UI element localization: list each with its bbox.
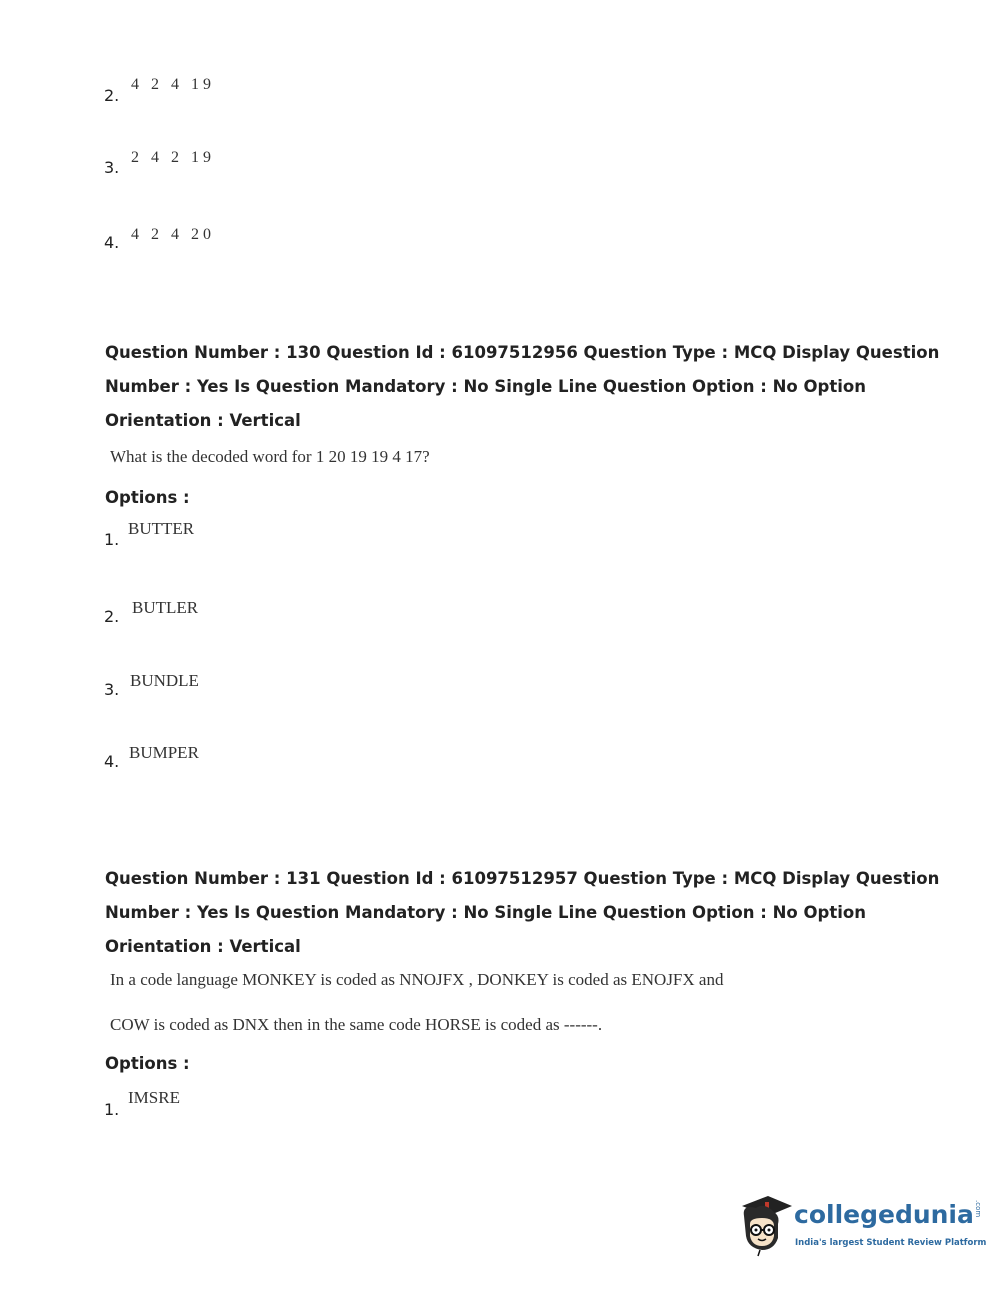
option-text: 4 2 4 19	[131, 76, 215, 93]
option-number: 4.	[104, 752, 120, 771]
collegedunia-logo	[734, 1188, 987, 1258]
option-text: 2 4 2 19	[131, 149, 215, 166]
question-131-meta	[105, 862, 940, 964]
question-meta-line: Number : Yes Is Question Mandatory : No Single Line Question Option : No Option	[105, 903, 866, 922]
option-text: BUMPER	[129, 743, 199, 762]
question-meta-line: Question Number : 131 Question Id : 61097512957 Question Type : MCQ Display Question	[105, 869, 940, 888]
option-number: 2.	[104, 86, 120, 105]
logo-tagline: India's largest Student Review Platform	[795, 1238, 987, 1248]
option-text: 4 2 4 20	[131, 226, 215, 243]
logo-com: .com	[973, 1200, 982, 1218]
question-meta-line: Number : Yes Is Question Mandatory : No Single Line Question Option : No Option	[105, 377, 866, 396]
question-meta-line: Question Number : 130 Question Id : 61097512956 Question Type : MCQ Display Question	[105, 343, 940, 362]
question-130-meta	[105, 336, 940, 438]
logo-wordmark: collegedunia.com	[794, 1200, 982, 1229]
options-label: Options :	[105, 1054, 190, 1073]
option-number: 4.	[104, 233, 120, 252]
question-130-text: What is the decoded word for 1 20 19 19 4 17?	[110, 447, 430, 466]
option-text: IMSRE	[128, 1088, 180, 1107]
option-number: 1.	[104, 1100, 120, 1119]
question-131-text-line1: In a code language MONKEY is coded as NNOJFX , DONKEY is coded as ENOJFX and	[110, 970, 724, 989]
options-label: Options :	[105, 488, 190, 507]
option-number: 3.	[104, 680, 120, 699]
option-text: BUTLER	[132, 598, 199, 617]
question-meta-line: Orientation : Vertical	[105, 411, 301, 430]
option-text: BUTTER	[128, 519, 195, 538]
option-number: 1.	[104, 530, 120, 549]
option-number: 2.	[104, 607, 120, 626]
question-131-text-line2: COW is coded as DNX then in the same code HORSE is coded as ------.	[110, 1015, 603, 1034]
option-text: BUNDLE	[130, 671, 199, 690]
option-number: 3.	[104, 158, 120, 177]
question-meta-line: Orientation : Vertical	[105, 937, 301, 956]
mascot-icon	[734, 1188, 794, 1258]
